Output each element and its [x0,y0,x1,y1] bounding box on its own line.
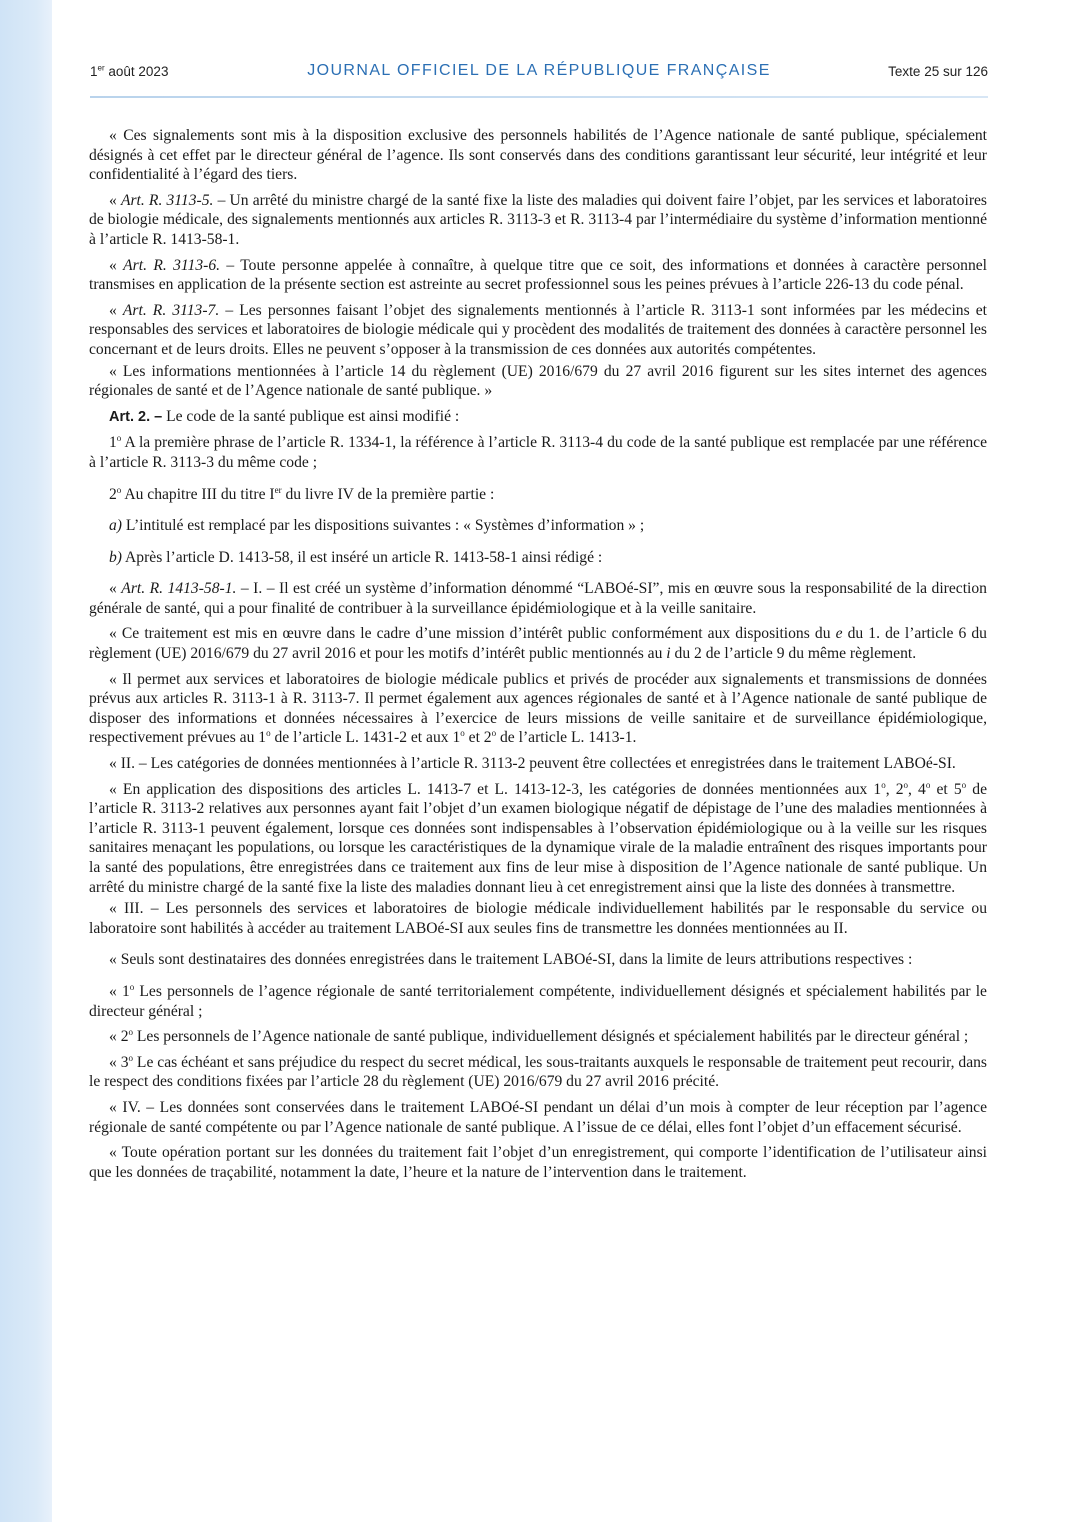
page-header [90,62,988,86]
paragraph: « III. – Les personnels des services et laboratoires de biologie médicale individuellement habilités par le responsable du service ou laboratoire sont habilités à accéder au traitement LABOé-SI aux seules fins de transmettre les données mentionnées au II. [89,900,987,937]
article-r3113-6: « Art. R. 3113-6. – Toute personne appelée à connaître, à quelque titre que ce soit, des informations et données à caractère personnel transmises en application de la présente section est astreinte au secret professionnel sous les peines prévues à l’article 226-13 du code pénal. [89,256,988,294]
paragraph: « Seuls sont destinataires des données enregistrées dans le traitement LABOé-SI, dans la limite de leurs attributions respectives : [109,951,913,969]
article-2-label: Art. 2. – [109,408,163,425]
article-r3113-5: « Art. R. 3113-5. – Un arrêté du ministre chargé de la santé fixe la liste des maladies qui doivent faire l’objet, par les services et laboratoires de biologie médicale, des signalements mentionnés aux articles R. 3113-3 et R. 3113-4 par l’intermédiaire du système d’information mentionné à l’article R. 1413-58-1. [89,191,987,248]
paragraph: « Les informations mentionnées à l’article 14 du règlement (UE) 2016/679 du 27 avril 2016 figurent sur les sites internet des agences régionales de santé et de l’Agence nationale de santé publique. » [89,362,987,400]
paragraph: « Ces signalements sont mis à la disposition exclusive des personnels habilités de l’Agence nationale de santé publique, spécialement désignés à cet effet par le directeur général de l’agence. Ils sont conservés dans des conditions garantissant leur sécurité, leur intégrité et leur confidentialité à l’égard des tiers. [89,127,987,184]
left-margin-band [0,0,52,1522]
article-2-heading: Art. 2. – Le code de la santé publique est ainsi modifié : [109,407,460,425]
list-item: b) Après l’article D. 1413-58, il est inséré un article R. 1413-58-1 ainsi rédigé : [109,548,603,566]
document-body [89,126,987,1188]
paragraph: « Ce traitement est mis en œuvre dans le cadre d’une mission d’intérêt public conformément aux dispositions du e du 1. de l’article 6 du règlement (UE) 2016/679 du 27 avril 2016 et pour les motifs d’intérêt public mentionnés au i du 2 de l’article 9 du même règlement. [89,625,987,663]
paragraph: « Toute opération portant sur les données du traitement fait l’objet d’un enregistrement, qui comporte l’identification de l’utilisateur ainsi que les données de traçabilité, notamment la date, l’heure et la nature de l’intervention dans le traitement. [89,1144,987,1181]
article-r1413-58-1: « Art. R. 1413-58-1. – I. – Il est créé un système d’information dénommé “LABOé-SI”, mis en œuvre sous la responsabilité de la direction générale de santé, qui a pour finalité de contribuer à la surveillance épidémiologique et à la veille sanitaire. [89,580,987,617]
list-item: a) L’intitulé est remplacé par les dispositions suivantes : « Systèmes d’information » ; [109,517,645,535]
paragraph: « Il permet aux services et laboratoires de biologie médicale publics et privés de procéder aux signalements et transmissions de données prévus aux articles R. 3113-1 à R. 3113-7. Il permet également aux agences régionales de santé et à l’Agence nationale de santé publique de disposer des informations et données nécessaires à l’exercice de leurs missions de veille sanitaire et de surveillance épidémiologique, respectivement prévues au 1$^o$ de l’article L. 1431-2 et aux 1$^o$ et 2$^o$ de l’article L. 1413-1. [89,670,987,747]
journal-title: JOURNAL OFFICIEL DE LA RÉPUBLIQUE FRANÇAISE [307,62,771,79]
list-item: 2$^o$ Au chapitre III du titre Ier du livre IV de la première partie : [109,484,495,503]
paragraph: « II. – Les catégories de données mentionnées à l’article R. 3113-2 peuvent être collectées et enregistrées dans le traitement LABOé-SI. [109,755,956,773]
publication-date: 1er août 2023 [90,63,169,79]
list-item: « 3$^o$ Le cas échéant et sans préjudice du respect du secret médical, les sous-traitants auxquels le responsable de traitement peut recourir, dans le respect des conditions fixées par l’article 28 du règlement (UE) 2016/679 du 27 avril 2016 précité. [89,1052,987,1091]
header-rule [90,96,988,98]
paragraph: « En application des dispositions des articles L. 1413-7 et L. 1413-12-3, les catégories de données mentionnées aux 1$^o$, 2$^o$, 4$^o$ et 5$^o$ de l’article R. 3113-2 relatives aux personnes ayant fait l’objet d’un examen biologique négatif de dépistage de l’une des maladies mentionnées à l’article R. 3113-1 peuvent également, lorsque ces données sont indispensables à l’observation épidémiologique ou à la veille sur les risques sanitaires menaçant les populations, ou lorsque les caractéristiques de la dynamique virale de la maladie entraînent des risques importants pour la santé des populations, être enregistrées dans ce traitement aux fins de leur mise à disposition de l’Agence nationale de santé publique. Un arrêté du ministre chargé de la santé fixe la liste des maladies donnant lieu à cet enregistrement ainsi que la liste des données à transmettre. [89,779,987,896]
list-item: 1$^o$ A la première phrase de l’article R. 1334-1, la référence à l’article R. 3113-4 du code de la santé publique est remplacée par une référence à l’article R. 3113-3 du même code ; [89,433,987,471]
list-item: « 2$^o$ Les personnels de l’Agence nationale de santé publique, individuellement désignés et spécialement habilités par le directeur général ; [109,1026,969,1046]
page-reference: Texte 25 sur 126 [888,64,988,79]
list-item: « 1$^o$ Les personnels de l’agence régionale de santé territorialement compétente, individuellement désignés et spécialement habilités par le directeur général ; [89,981,987,1020]
paragraph: « IV. – Les données sont conservées dans le traitement LABOé-SI pendant un délai d’un mois à compter de leur réception par l’agence régionale de santé compétente ou par l’Agence nationale de santé publique. A l’issue de ce délai, elles font l’objet d’un effacement sécurisé. [89,1098,987,1136]
article-r3113-7: « Art. R. 3113-7. – Les personnes faisant l’objet des signalements mentionnés à l’article R. 3113-1 sont informées par les médecins et responsables des services et laboratoires de biologie médicale qui y procèdent des modalités de traitement des données à caractère personnel les concernant et de leurs droits. Elles ne peuvent s’opposer à la transmission de ces données aux autorités compétentes. [89,301,987,358]
